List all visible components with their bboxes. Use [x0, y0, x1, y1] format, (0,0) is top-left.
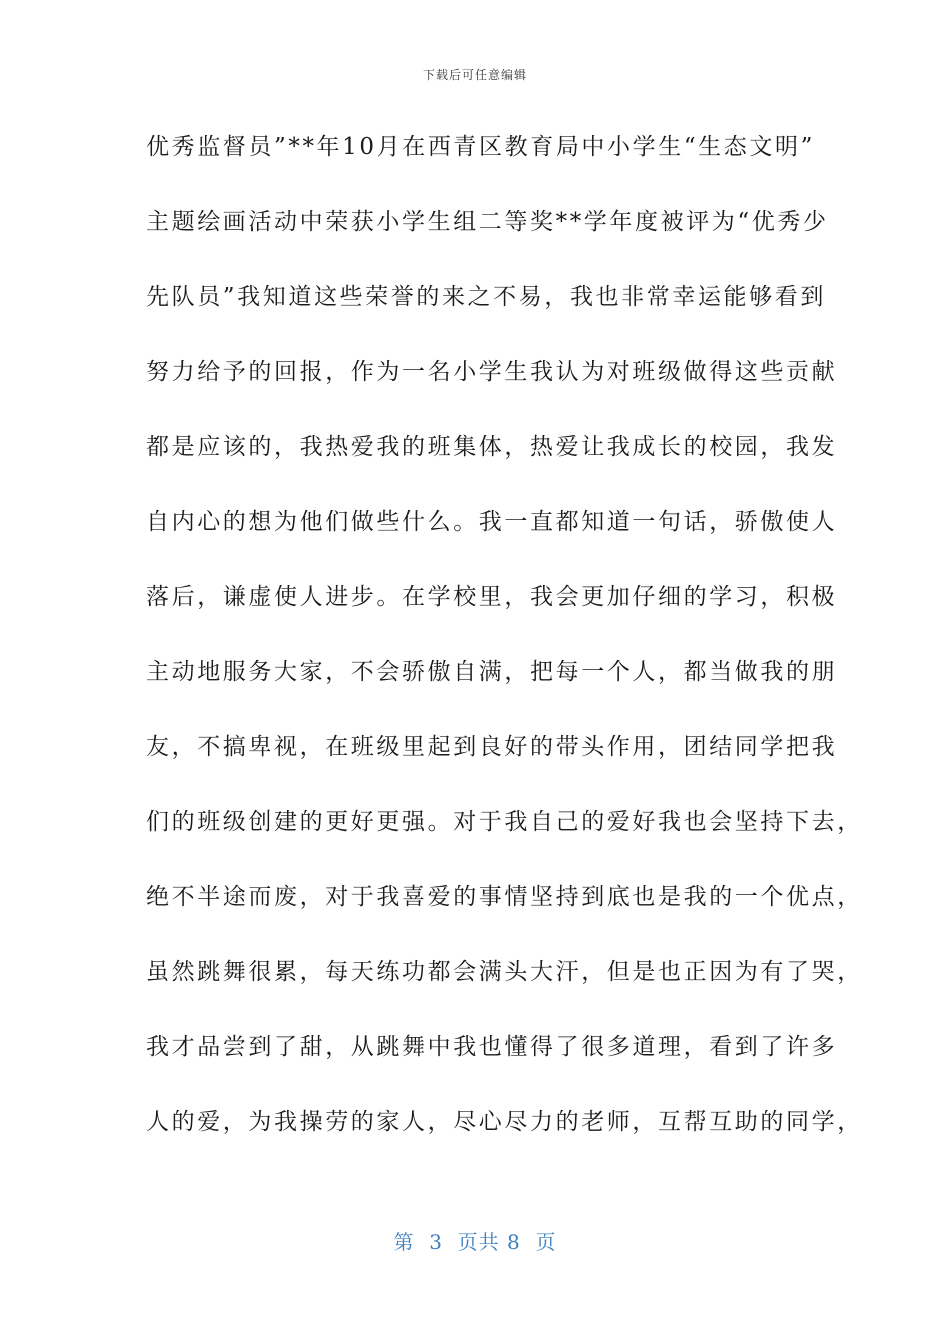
text-line: 人的爱，为我操劳的家人，尽心尽力的老师，互帮互助的同学， — [146, 1109, 863, 1135]
text-line: 虽然跳舞很累，每天练功都会满头大汗，但是也正因为有了哭， — [146, 959, 863, 985]
text-line: 自内心的想为他们做些什么。我一直都知道一句话，骄傲使人 — [146, 509, 838, 535]
header-note: 下载后可任意编辑 — [422, 68, 527, 82]
text-line: 先队员”我知道这些荣誉的来之不易，我也非常幸运能够看到 — [146, 284, 826, 310]
page-number-footer: 第 3 页共 8 页 — [393, 1230, 557, 1254]
text-line: 都是应该的，我热爱我的班集体，热爱让我成长的校园，我发 — [146, 434, 838, 460]
text-line: 努力给予的回报，作为一名小学生我认为对班级做得这些贡献 — [146, 359, 838, 385]
text-line: 落后，谦虚使人进步。在学校里，我会更加仔细的学习，积极 — [146, 584, 838, 610]
text-line: 绝不半途而废，对于我喜爱的事情坚持到底也是我的一个优点， — [146, 884, 863, 910]
text-line: 主题绘画活动中荣获小学生组二等奖**学年度被评为“优秀少 — [146, 209, 829, 235]
text-line: 主动地服务大家，不会骄傲自满，把每一个人，都当做我的朋 — [146, 659, 838, 685]
text-line: 友，不搞卑视，在班级里起到良好的带头作用，团结同学把我 — [146, 734, 838, 760]
body-text — [146, 128, 863, 1178]
text-line: 优秀监督员”**年10月在西青区教育局中小学生“生态文明” — [146, 134, 815, 160]
text-line: 们的班级创建的更好更强。对于我自己的爱好我也会坚持下去， — [146, 809, 863, 835]
text-line: 我才品尝到了甜，从跳舞中我也懂得了很多道理，看到了许多 — [146, 1034, 838, 1060]
